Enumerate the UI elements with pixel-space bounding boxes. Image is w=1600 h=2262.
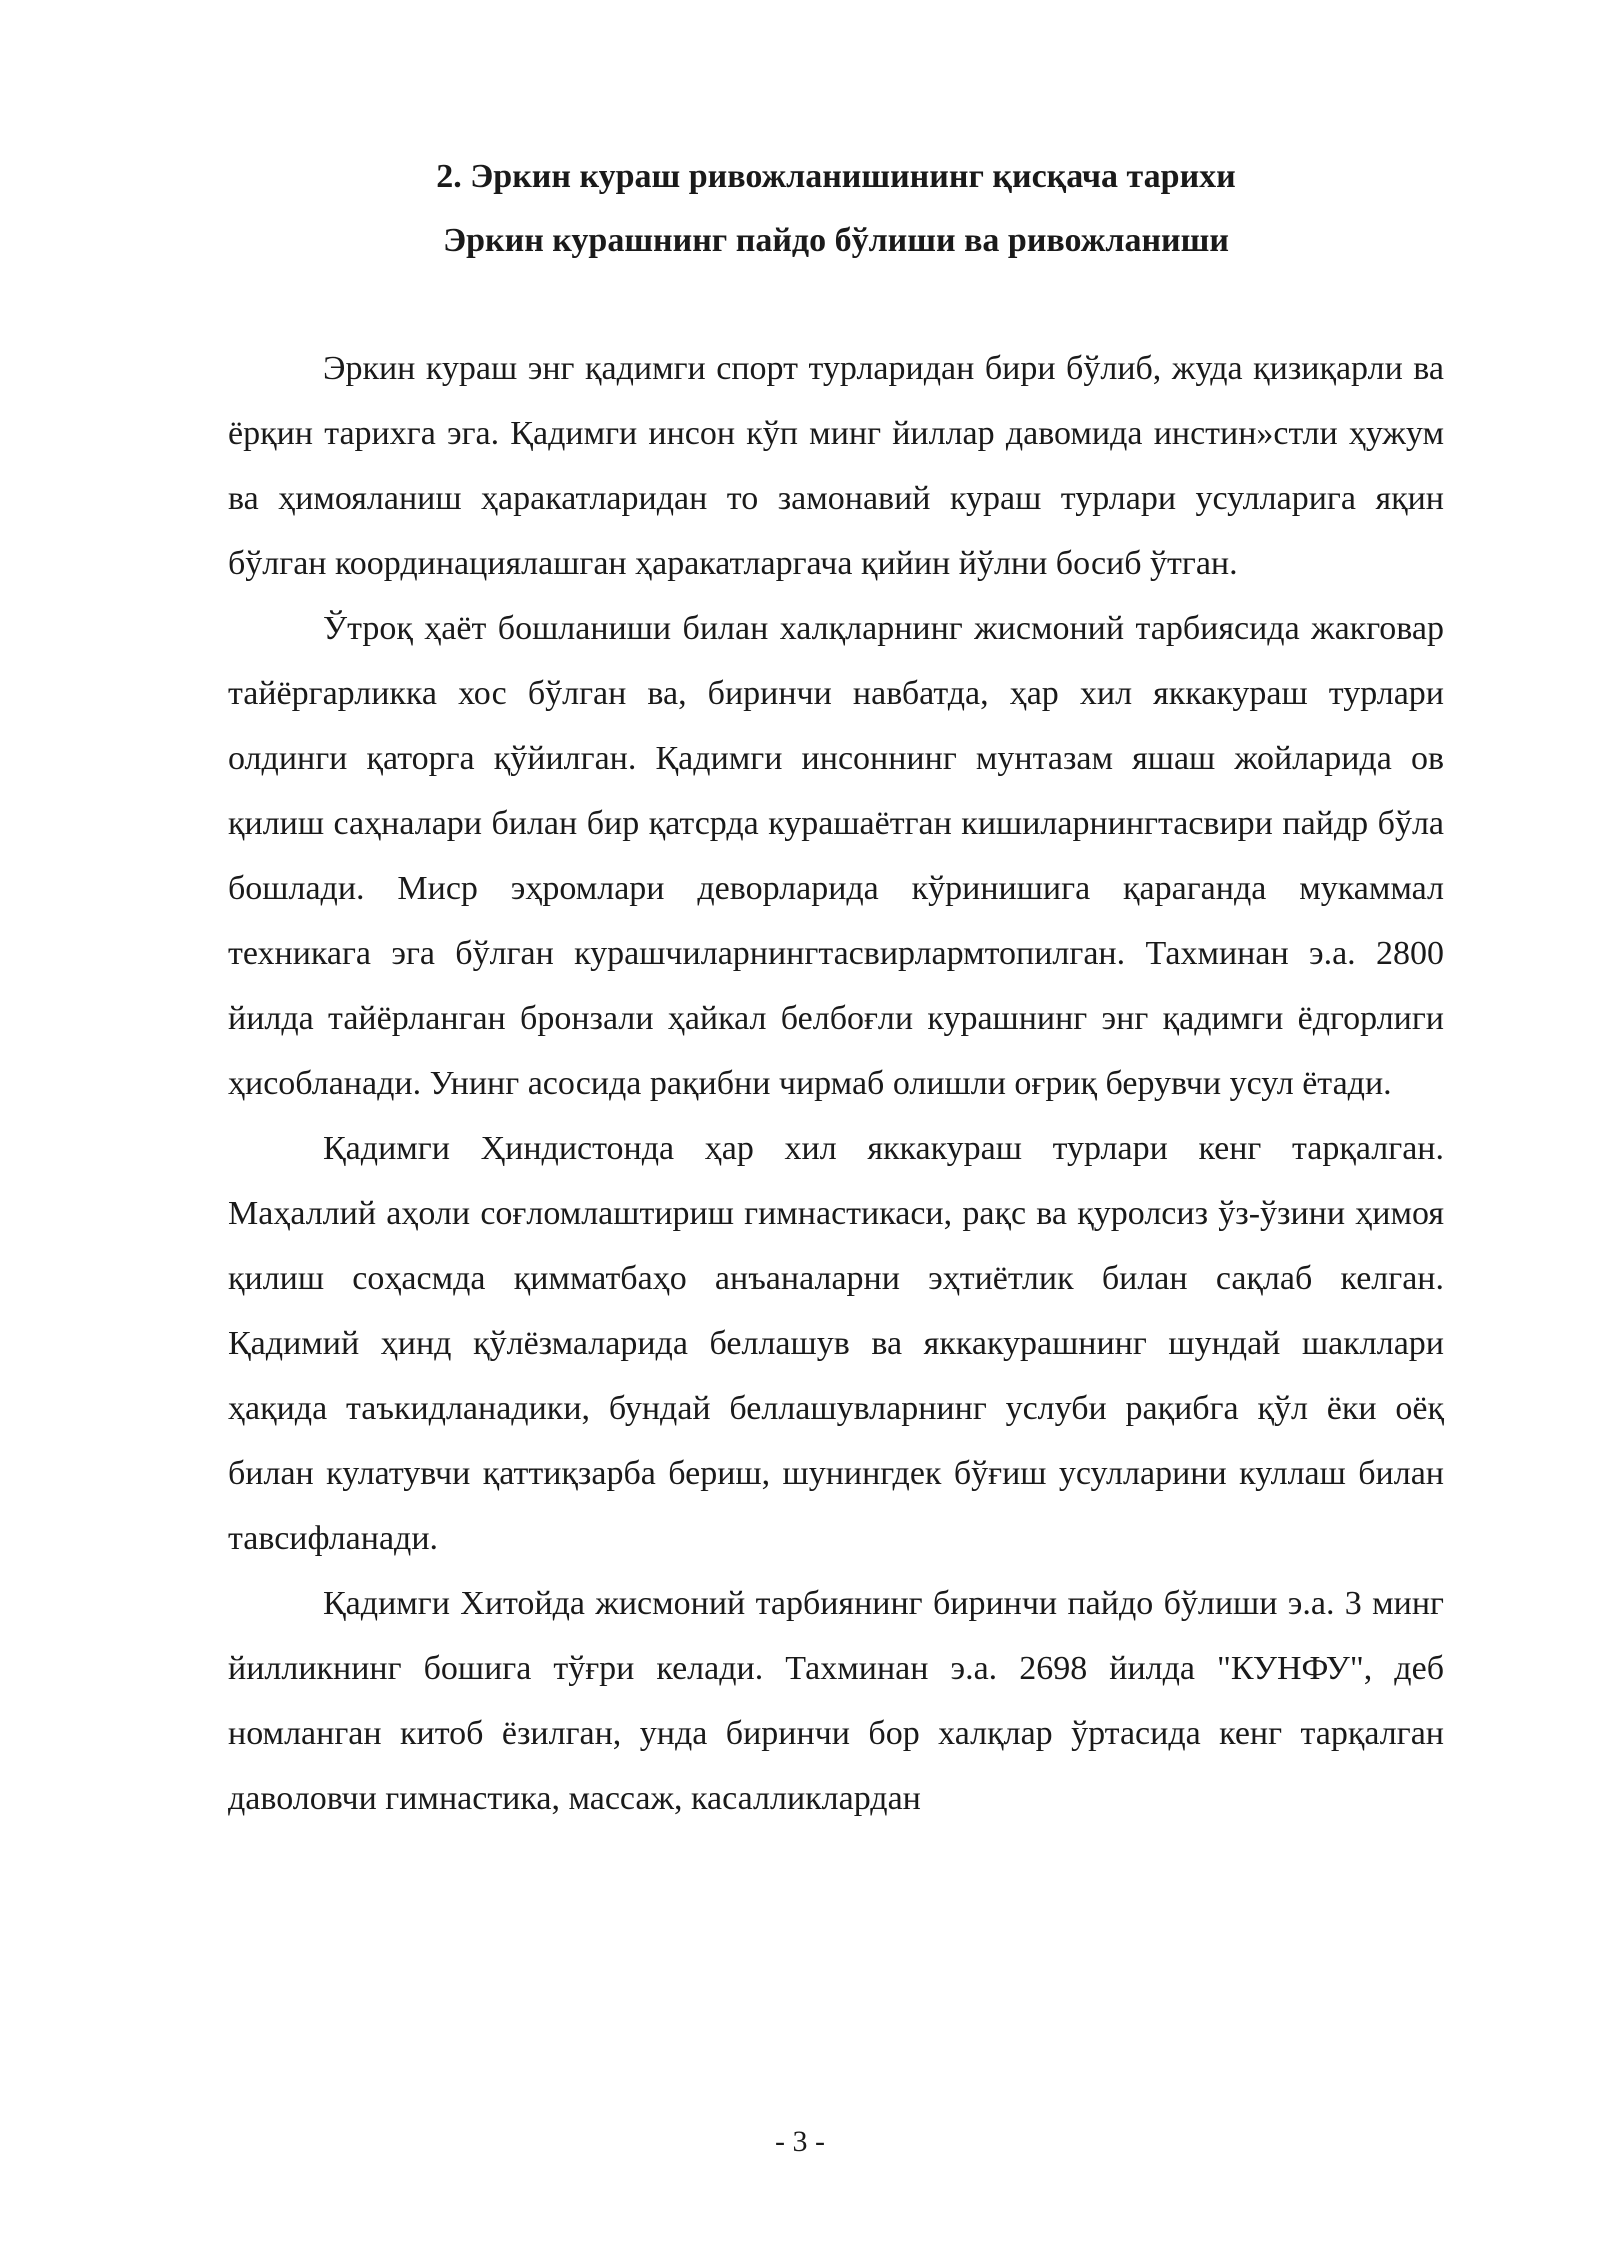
paragraph-2: Ўтроқ ҳаёт бошланиши билан халқларнинг жисмоний тарбиясида жакговар тайёргарликка хос бўлган ва, биринчи навбатда, ҳар хил яккакураш турлари олдинги қаторга қўйилган. Қадимги инсоннинг мунтазам яшаш жойларида ов қилиш саҳналари билан бир қатсрда курашаётган кишиларнингтасвири пайдр бўла бошлади. Миср эҳромлари деворларида кўринишига қараганда мукаммал техникага эга бўлган курашчиларнингтасвирлармтопилган. Тахминан э.а. 2800 йилда тайёрланган бронзали ҳайкал белбоғли курашнинг энг қадимги ёдгорлиги ҳисобланади. Унинг асосида рақибни чирмаб олишли оғриқ берувчи усул ётади.	[228, 610, 1444, 1102]
chapter-title: 2. Эркин кураш ривожланишининг қисқача тарихи	[436, 158, 1236, 195]
page-number: - 3 -	[775, 2125, 825, 2158]
heading-block	[228, 145, 1444, 273]
paragraph-4: Қадимги Хитойда жисмоний тарбиянинг биринчи пайдо бўлиши э.а. 3 минг йилликнинг бошига тўғри келади. Тахминан э.а. 2698 йилда "КУНФУ", деб номланган китоб ёзилган, унда биринчи бор халқлар ўртасида кенг тарқалган даволовчи гимнастика, массаж, касалликлардан	[228, 1585, 1444, 1817]
paragraph-1: Эркин кураш энг қадимги спорт турларидан бири бўлиб, жуда қизиқарли ва ёрқин тарихга эга. Қадимги инсон кўп минг йиллар давомида инстин»стли ҳужум ва ҳимояланиш ҳаракатларидан то замонавий кураш турлари усулларига яқин бўлган координациялашган ҳаракатларгача қийин йўлни босиб ўтган.	[228, 350, 1444, 582]
body-text	[228, 336, 1444, 1831]
section-subtitle: Эркин курашнинг пайдо бўлиши ва ривожланиши	[443, 222, 1229, 259]
paragraph-3: Қадимги Ҳиндистонда ҳар хил яккакураш турлари кенг тарқалган. Маҳаллий аҳоли соғломлаштириш гимнастикаси, рақс ва қуролсиз ўз-ўзини ҳимоя қилиш соҳасмда қимматбаҳо анъаналарни эҳтиётлик билан сақлаб келган. Қадимий ҳинд қўлёзмаларида беллашув ва яккакурашнинг шундай шакллари ҳақида таъкидланадики, бундай беллашувларнинг услуби рақибга қўл ёки оёқ билан кулатувчи қаттиқзарба бериш, шунингдек бўғиш усулларини куллаш билан тавсифланади.	[228, 1130, 1444, 1557]
